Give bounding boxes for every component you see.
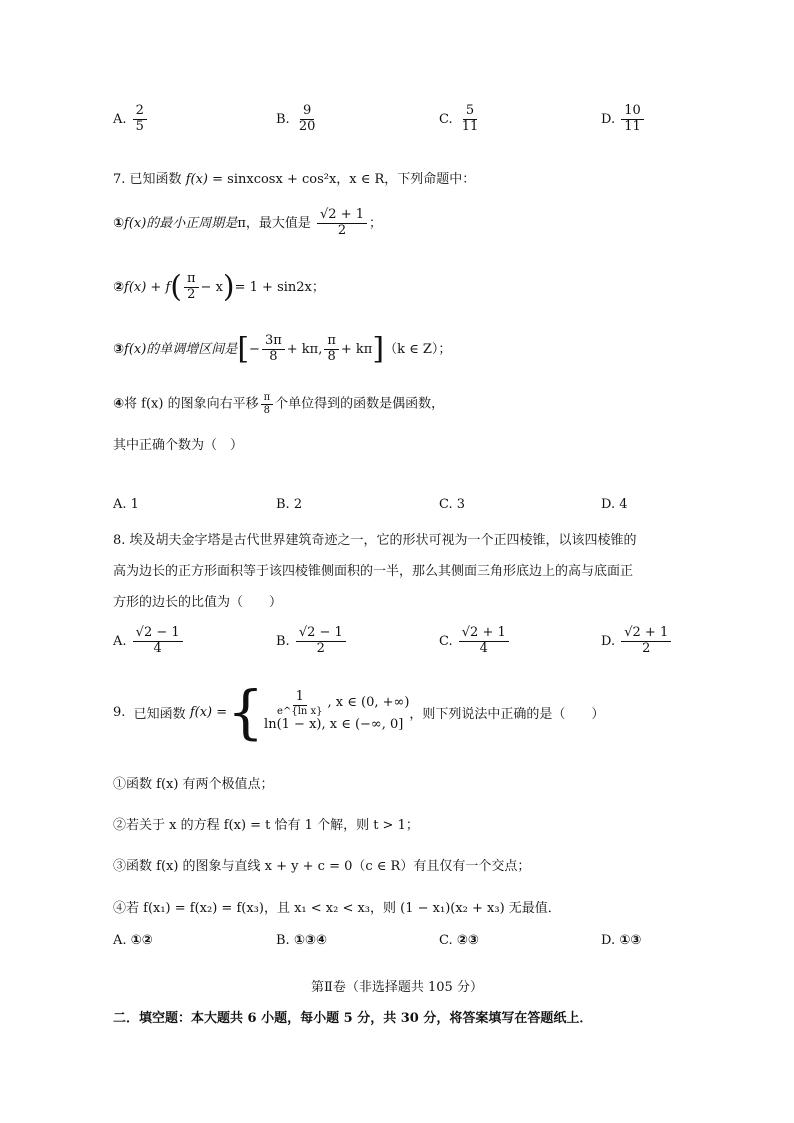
- q8-option-d: D. $\frac{√2 + 1}{2}$: [601, 626, 673, 657]
- q8-option-b-fraction: $\frac{√2 - 1}{2}$: [296, 626, 346, 657]
- pi-over-8-fraction: $\frac{\pi}{8}$: [261, 392, 274, 416]
- q8-option-c-fraction: $\frac{√2 + 1}{4}$: [459, 626, 509, 657]
- q8-option-d-fraction: $\frac{√2 + 1}{2}$: [621, 626, 671, 657]
- q9-statement-2: ②若关于 x 的方程 f(x) = t 恰有 1 个解，则 t > 1；: [113, 818, 419, 833]
- q6-option-b-fraction: $\frac{9}{20}$: [298, 103, 316, 134]
- interval-right-fraction: $\frac{\pi}{8}$: [324, 334, 339, 365]
- q9-option-b: B. ①③④: [276, 933, 327, 948]
- pi-over-2-fraction: $\frac{\pi}{2}$: [184, 272, 199, 303]
- q9-option-a: A. ①②: [113, 933, 153, 948]
- piecewise-case-1: $\frac{1}{\text{e\textasciicircum{}\{ln x\}}}$ , x ∈ (0, +∞): [264, 690, 409, 717]
- q9-option-c: C. ②③: [439, 933, 479, 948]
- section-2-heading: 二．填空题：本大题共 6 小题，每小题 5 分，共 30 分，将答案填写在答题纸上．: [113, 1011, 593, 1026]
- q7-statement-3: ③f(x)的单调增区间是[− $\frac{3\pi}{8}$ + kπ, $\frac{\pi}{8}$ + kπ]（k ∈ Z）；: [113, 331, 452, 367]
- q8-option-b: B. $\frac{√2 - 1}{2}$: [276, 626, 348, 657]
- q7-option-d: D. 4: [601, 497, 628, 512]
- q8-option-c: C. $\frac{√2 + 1}{4}$: [439, 626, 511, 657]
- q9-statement-4: ④若 f(x₁) = f(x₂) = f(x₃)，且 x₁ < x₂ < x₃，则 (1 − x₁)(x₂ + x₃) 无最值．: [113, 901, 561, 916]
- q8-line-3: 方形的边长的比值为（ ）: [113, 595, 283, 610]
- piecewise-cases: [264, 690, 409, 734]
- q6-option-d-fraction: $\frac{10}{11}$: [621, 104, 644, 135]
- reciprocal-fraction: $\frac{1}{\text{e\textasciicircum{}\{ln x\}}}$: [277, 688, 323, 717]
- q7-question: 其中正确个数为（ ）: [113, 438, 244, 453]
- q7-option-a: A. 1: [113, 497, 139, 512]
- q7-option-c: C. 3: [439, 497, 466, 512]
- q6-option-c-fraction: $\frac{5}{11}$: [461, 103, 479, 134]
- q7-statement-4: ④将 f(x) 的图象向右平移 $\frac{\pi}{8}$ 个单位得到的函数是偶函数，: [113, 392, 445, 416]
- piecewise-case-2: ln(1 − x), x ∈ (−∞, 0]: [264, 717, 404, 733]
- q6-option-b: B. $\frac{9}{20}$: [276, 104, 320, 135]
- q9-statement-1: ①函数 f(x) 有两个极值点；: [113, 777, 274, 792]
- q7-statement-2: ②f(x) + f( $\frac{\pi}{2}$ − x)= 1 + sin2x；: [113, 269, 325, 305]
- q7-statement-1: ①f(x)的最小正周期是π，最大值是 $\frac{√2 + 1}{2}$ ；: [113, 207, 383, 238]
- q7-stem: 7. 已知函数 f(x) = sinxcosx + cos²x，x ∈ R，下列命题中：: [113, 172, 476, 187]
- q6-option-c: C. $\frac{5}{11}$: [439, 104, 483, 135]
- q6-option-d: D. $\frac{10}{11}$: [601, 104, 646, 135]
- q8-line-2: 高为边长的正方形面积等于该四棱锥侧面积的一半，那么其侧面三角形底边上的高与底面正: [113, 564, 634, 579]
- q6-option-a: A. $\frac{2}{5}$: [113, 104, 149, 135]
- q6-option-a-fraction: $\frac{2}{5}$: [133, 104, 147, 135]
- interval-left-fraction: $\frac{3\pi}{8}$: [262, 334, 285, 365]
- q9-statement-3: ③函数 f(x) 的图象与直线 x + y + c = 0（c ∈ R）有且仅有一个交点；: [113, 859, 531, 874]
- q7-option-b: B. 2: [276, 497, 303, 512]
- piecewise-brace: {: [227, 678, 265, 746]
- q8-option-a: A. $\frac{√2 - 1}{4}$: [113, 626, 185, 657]
- q9-option-d: D. ①③: [601, 933, 642, 948]
- q8-option-a-fraction: $\frac{√2 - 1}{4}$: [133, 626, 183, 657]
- part-2-title: 第Ⅱ卷（非选择题共 105 分）: [311, 980, 483, 995]
- q9-stem: 9. 已知函数 f(x) = { $\frac{1}{\text{e\textasciicircum{}\{ln x\}}}$ , x ∈ (0, +∞) ln(1 − x), x ∈ (−∞, 0] ，则下列说法中正确的是（ ）: [113, 678, 605, 746]
- q8-line-1: 8. 埃及胡夫金字塔是古代世界建筑奇迹之一，它的形状可视为一个正四棱锥，以该四棱锥的: [113, 533, 637, 548]
- max-value-fraction: $\frac{√2 + 1}{2}$: [317, 208, 367, 239]
